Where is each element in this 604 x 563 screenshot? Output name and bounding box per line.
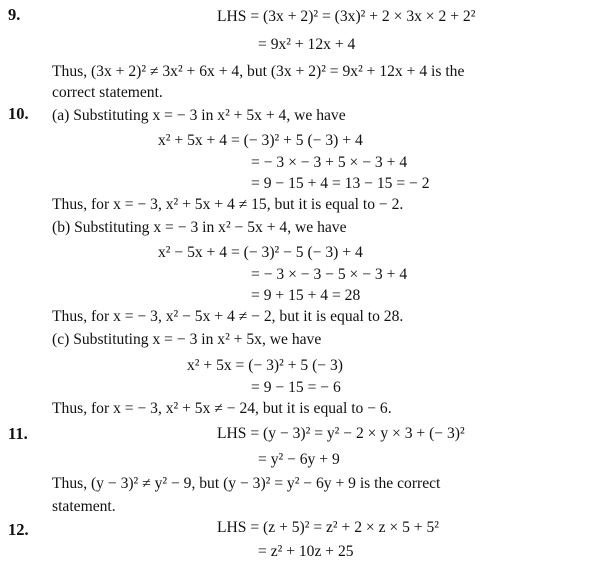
q10a-step-1: x² + 5x + 4 = (− 3)² + 5 (− 3) + 4 <box>158 132 363 149</box>
q9-result: = 9x² + 12x + 4 <box>258 36 356 53</box>
q10b-conclusion: Thus, for x = − 3, x² − 5x + 4 ≠ − 2, but it is equal to 28. <box>52 308 404 325</box>
q10c-conclusion: Thus, for x = − 3, x² + 5x ≠ − 24, but it is equal to − 6. <box>52 400 392 417</box>
q10a-step-3: = 9 − 15 + 4 = 13 − 15 = − 2 <box>251 175 430 192</box>
q12-lhs-expansion: LHS = (z + 5)² = z² + 2 × z × 5 + 5² <box>217 519 439 536</box>
q10a-step-2: = − 3 × − 3 + 5 × − 3 + 4 <box>251 154 408 171</box>
q10a-conclusion: Thus, for x = − 3, x² + 5x + 4 ≠ 15, but it is equal to − 2. <box>52 196 404 213</box>
q10b-step-3: = 9 + 15 + 4 = 28 <box>251 287 361 304</box>
q11-result: = y² − 6y + 9 <box>258 451 340 468</box>
q10c-step-1: x² + 5x = (− 3)² + 5 (− 3) <box>187 357 343 374</box>
q10c-step-2: = 9 − 15 = − 6 <box>251 379 341 396</box>
q9-lhs-expansion: LHS = (3x + 2)² = (3x)² + 2 × 3x × 2 + 2² <box>217 8 476 25</box>
q10b-step-1: x² − 5x + 4 = (− 3)² − 5 (− 3) + 4 <box>158 244 363 261</box>
q10c-intro: (c) Substituting x = − 3 in x² + 5x, we have <box>52 331 322 348</box>
q9-conclusion-cont: correct statement. <box>52 84 163 101</box>
q11-lhs-expansion: LHS = (y − 3)² = y² − 2 × y × 3 + (− 3)² <box>217 425 465 442</box>
question-number-9: 9. <box>8 5 21 24</box>
q10b-intro: (b) Substituting x = − 3 in x² − 5x + 4, we have <box>52 219 347 236</box>
q11-conclusion: Thus, (y − 3)² ≠ y² − 9, but (y − 3)² = y² − 6y + 9 is the correct <box>52 475 441 492</box>
question-number-11: 11. <box>8 424 28 443</box>
q9-conclusion: Thus, (3x + 2)² ≠ 3x² + 6x + 4, but (3x + 2)² = 9x² + 12x + 4 is the <box>52 63 465 80</box>
q10a-intro: (a) Substituting x = − 3 in x² + 5x + 4, we have <box>52 107 346 124</box>
q11-conclusion-cont: statement. <box>52 498 116 515</box>
q10b-step-2: = − 3 × − 3 − 5 × − 3 + 4 <box>251 266 408 283</box>
question-number-12: 12. <box>8 520 29 539</box>
question-number-10: 10. <box>8 104 29 123</box>
q12-result: = z² + 10z + 25 <box>258 543 354 560</box>
